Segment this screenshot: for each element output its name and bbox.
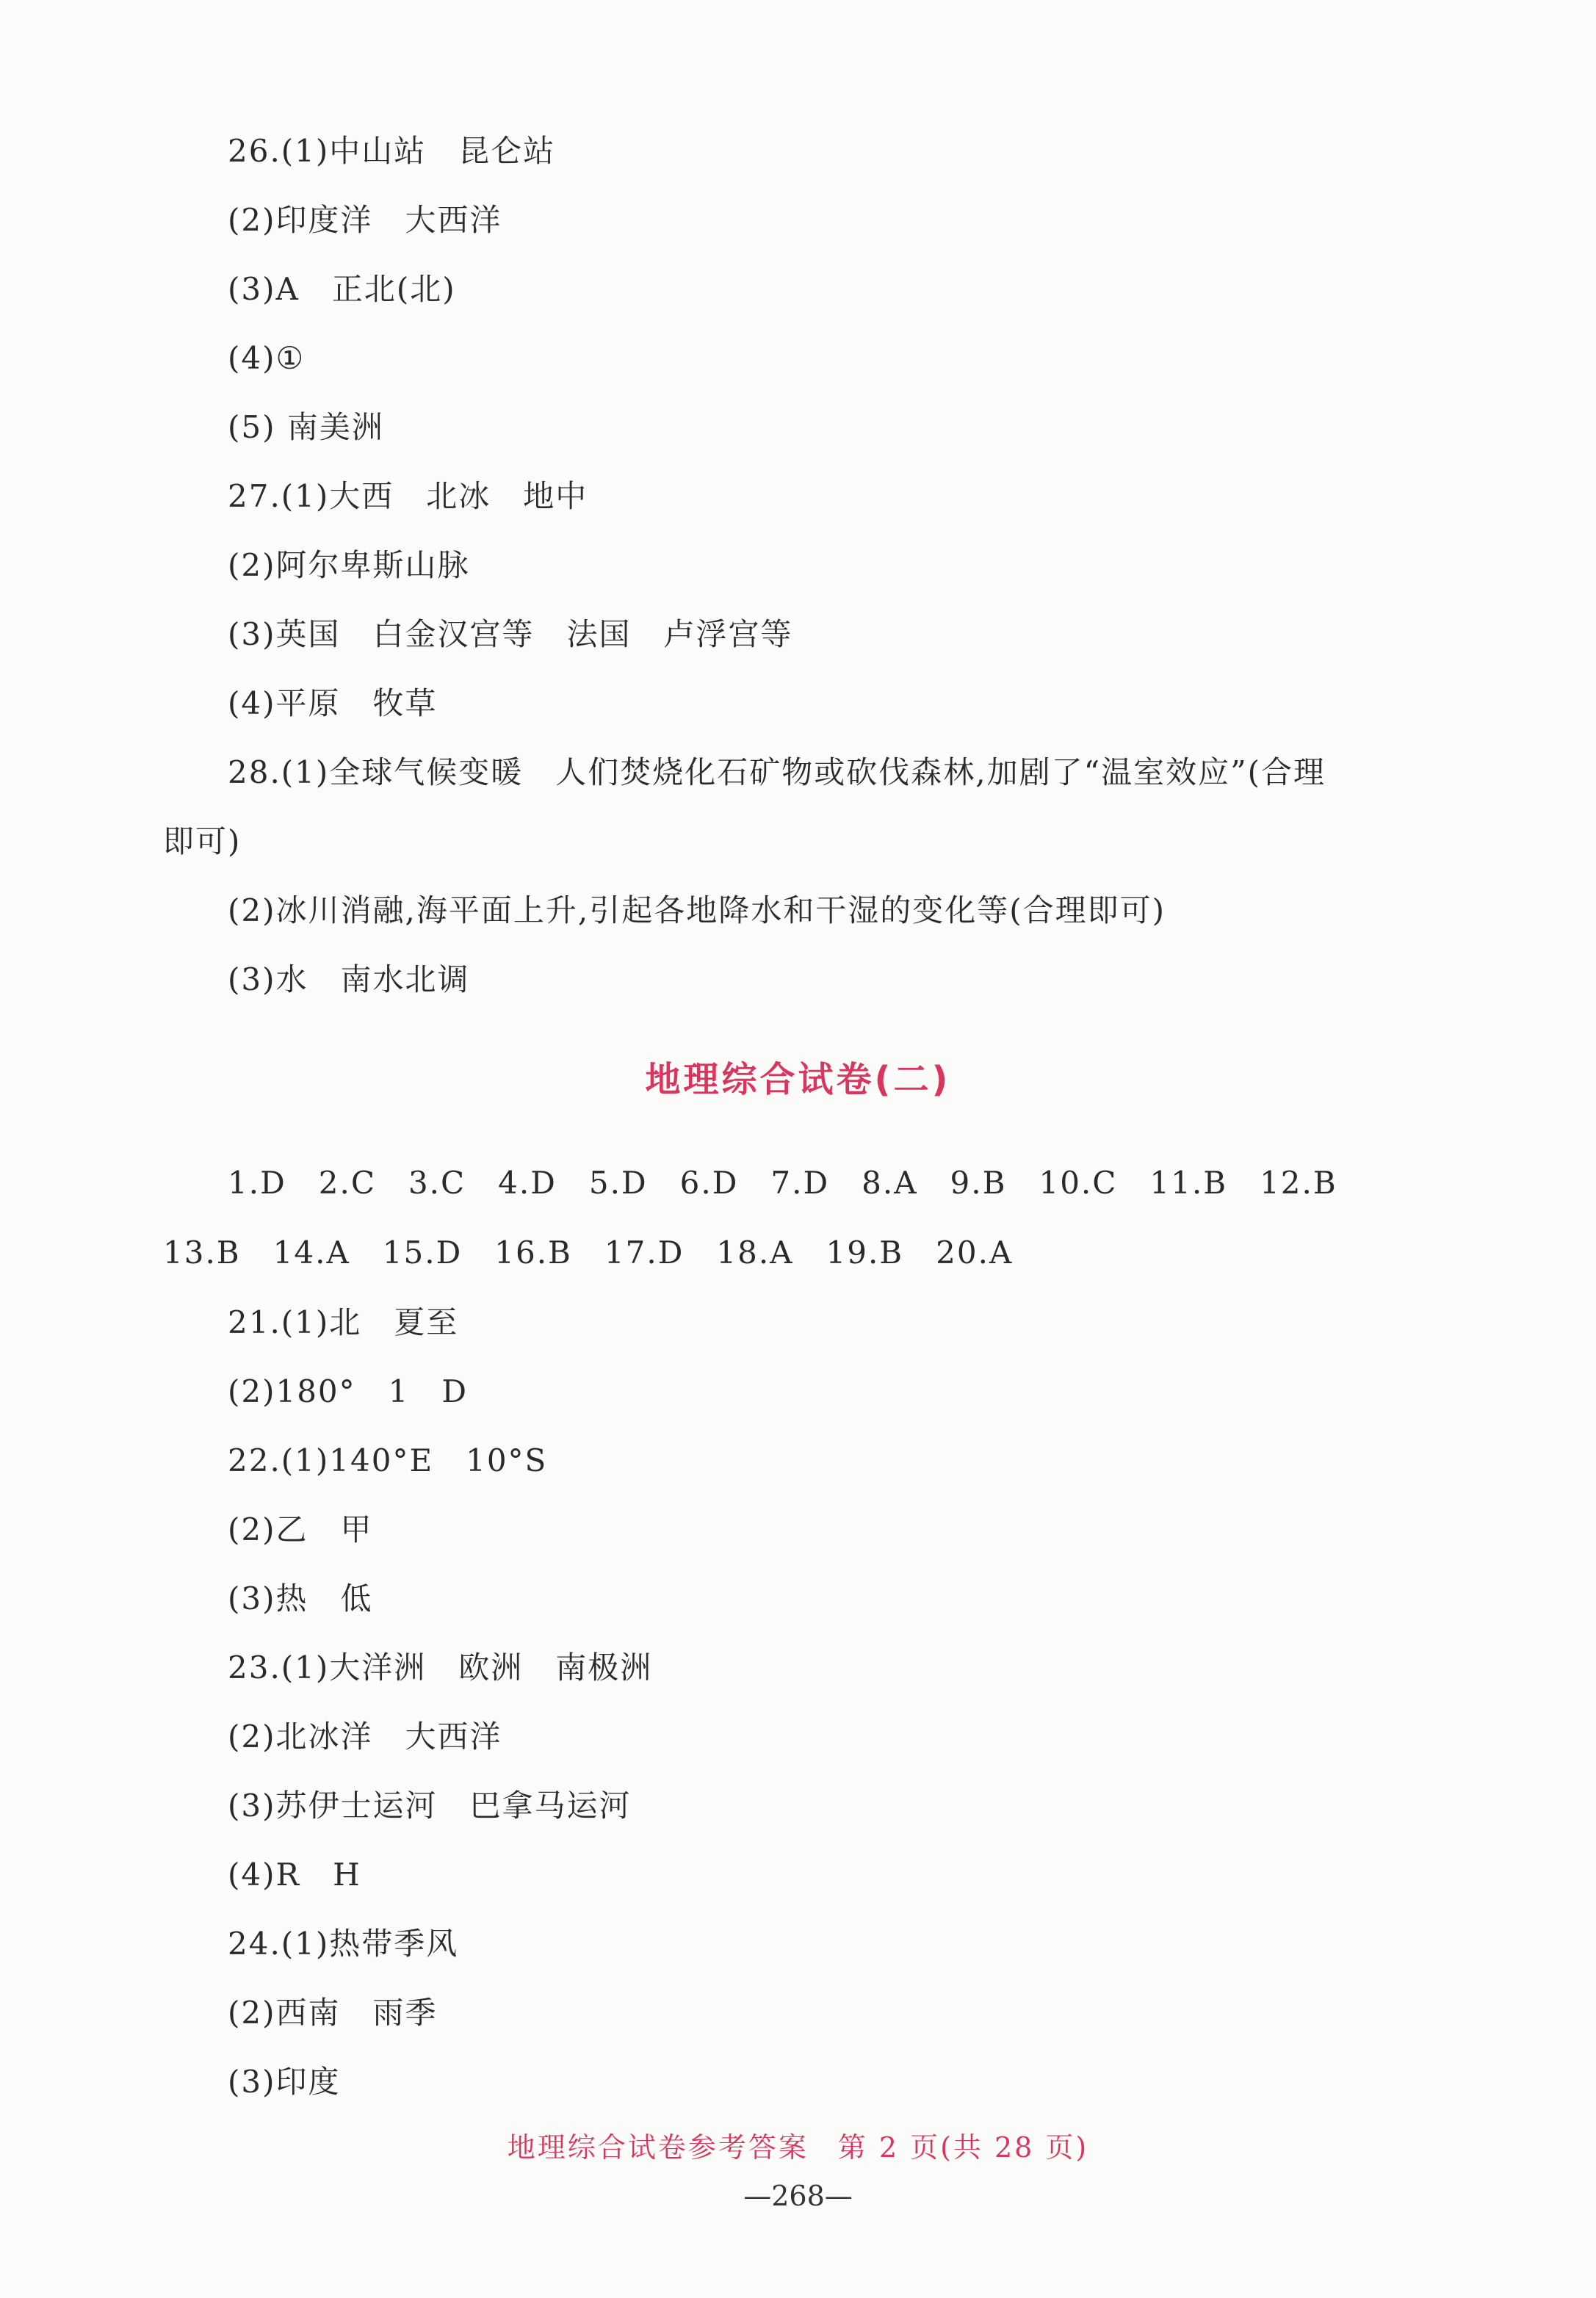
answer-line: 28.(1)全球气候变暖 人们焚烧化石矿物或砍伐森林,加剧了“温室效应”(合理: [228, 754, 1326, 790]
answer-line: (4)①: [228, 340, 306, 376]
answer-line: (3)印度: [228, 2064, 341, 2100]
answer-line: (2)西南 雨季: [228, 1995, 438, 2031]
answer-line: (3)苏伊士运河 巴拿马运河: [228, 1788, 632, 1824]
answer-line: (3)热 低: [228, 1580, 373, 1616]
answer-line: 24.(1)热带季风: [228, 1926, 459, 1962]
footer-page-info: 第 2 页(共 28 页): [837, 2131, 1089, 2164]
page-footer: [0, 2130, 1596, 2165]
answer-line: (5) 南美洲: [228, 409, 384, 445]
answer-line: 22.(1)140°E 10°S: [228, 1442, 548, 1478]
answer-line: (2)北冰洋 大西洋: [228, 1719, 502, 1755]
answer-line: 27.(1)大西 北冰 地中: [228, 478, 588, 514]
answer-line: (2)印度洋 大西洋: [228, 202, 502, 238]
footer-title: 地理综合试卷参考答案: [507, 2131, 809, 2164]
answer-line: (3)水 南水北调: [228, 961, 470, 997]
answer-line: 23.(1)大洋洲 欧洲 南极洲: [228, 1650, 653, 1685]
answer-line: (2)阿尔卑斯山脉: [228, 547, 470, 583]
answer-line: 26.(1)中山站 昆仑站: [228, 133, 556, 169]
answer-line: (2)冰川消融,海平面上升,引起各地降水和干湿的变化等(合理即可): [228, 892, 1166, 928]
section-title: 地理综合试卷(二): [645, 1059, 951, 1100]
answer-line: (4)R H: [228, 1857, 361, 1893]
answer-line: 13.B 14.A 15.D 16.B 17.D 18.A 19.B 20.A: [163, 1235, 1014, 1271]
answer-line: (3)A 正北(北): [228, 271, 456, 307]
answer-line: (3)英国 白金汉宫等 法国 卢浮宫等: [228, 616, 793, 652]
answer-line: (4)平原 牧草: [228, 685, 438, 721]
answer-line: 21.(1)北 夏至: [228, 1304, 459, 1340]
answer-line: 即可): [163, 823, 242, 859]
answer-line: 1.D 2.C 3.C 4.D 5.D 6.D 7.D 8.A 9.B 10.C 11.B 12.B: [228, 1165, 1337, 1201]
answer-line: (2)乙 甲: [228, 1511, 373, 1547]
answer-line: (2)180° 1 D: [228, 1373, 469, 1409]
page-number: —268—: [743, 2180, 853, 2212]
